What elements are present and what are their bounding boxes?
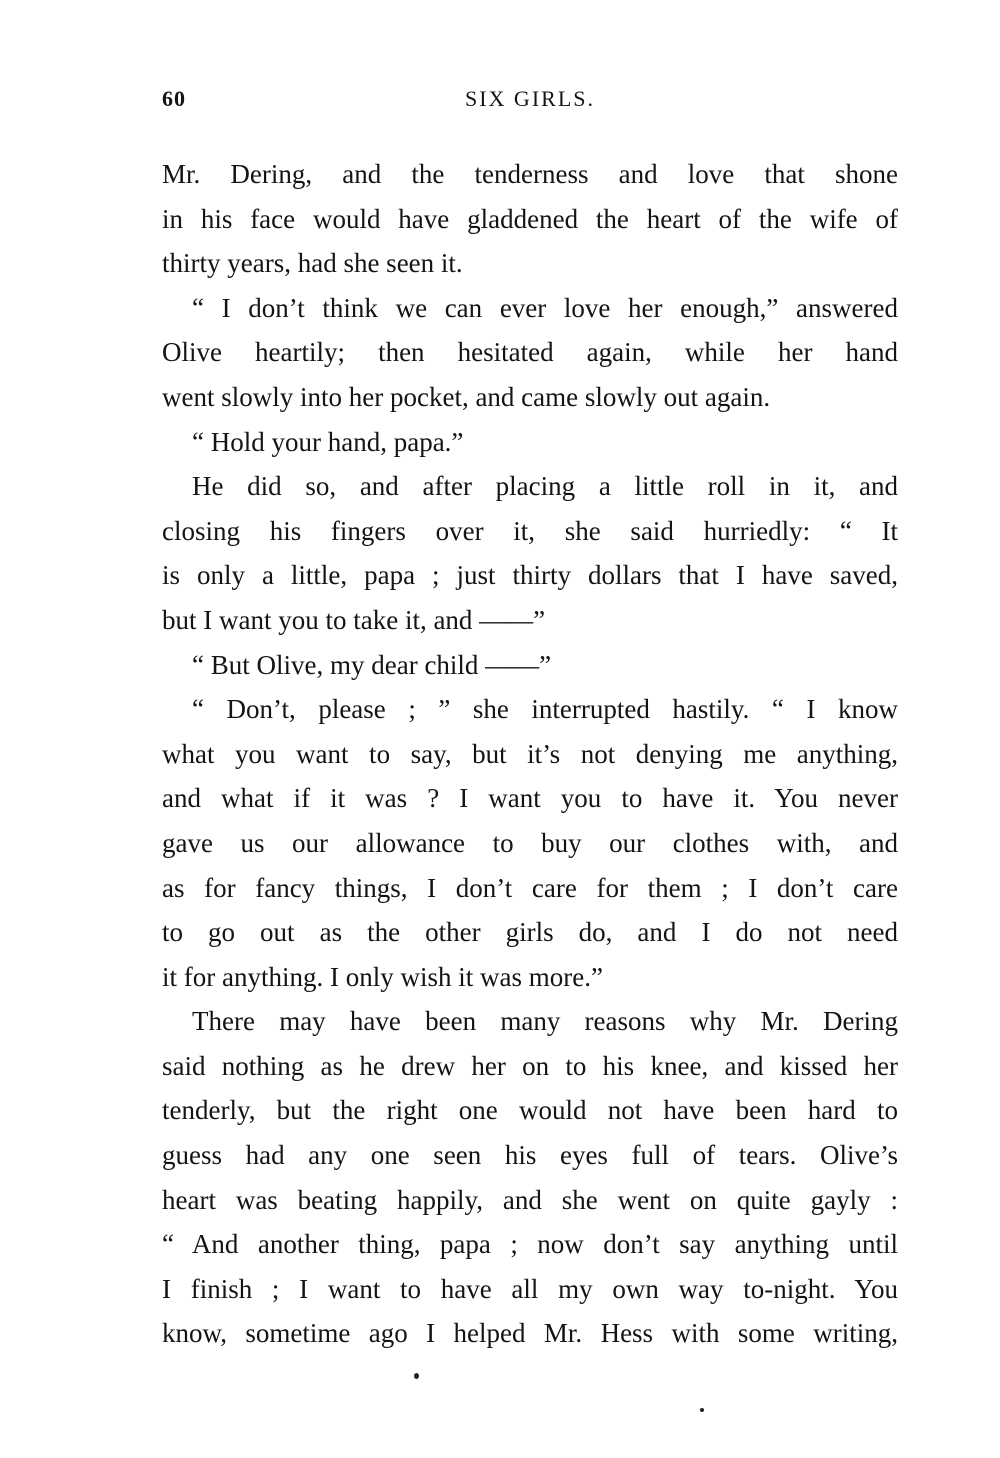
text-line: in his face would have gladdened the heart of the wife of bbox=[162, 203, 898, 234]
text-line: but I want you to take it, and ——” bbox=[162, 604, 546, 635]
running-head bbox=[162, 86, 898, 120]
text-line: He did so, and after placing a little roll in it, and bbox=[192, 471, 898, 502]
text-line: “ I don’t think we can ever love her enough,” answered bbox=[192, 292, 898, 323]
text-line: I finish ; I want to have all my own way to-night. You bbox=[162, 1273, 898, 1304]
page-number: 60 bbox=[162, 86, 186, 111]
text-line: went slowly into her pocket, and came slowly out again. bbox=[162, 381, 771, 412]
text-line: “ And another thing, papa ; now don’t say anything until bbox=[162, 1229, 898, 1260]
text-line: “ Don’t, please ; ” she interrupted hastily. “ I know bbox=[192, 694, 898, 725]
text-line: it for anything. I only wish it was more.” bbox=[162, 961, 603, 992]
text-line: closing his fingers over it, she said hurriedly: “ It bbox=[162, 515, 898, 546]
text-line: heart was beating happily, and she went on quite gayly : bbox=[162, 1184, 898, 1215]
text-line: gave us our allowance to buy our clothes with, and bbox=[162, 827, 898, 858]
text-line: is only a little, papa ; just thirty dollars that I have saved, bbox=[162, 560, 898, 591]
text-line: tenderly, but the right one would not have been hard to bbox=[162, 1095, 898, 1126]
text-line: thirty years, had she seen it. bbox=[162, 248, 463, 279]
text-line: and what if it was ? I want you to have it. You never bbox=[162, 783, 898, 814]
running-title: SIX GIRLS. bbox=[464, 86, 595, 111]
text-line: “ But Olive, my dear child ——” bbox=[192, 649, 552, 680]
scan-speck bbox=[414, 1373, 419, 1379]
body-text bbox=[162, 152, 898, 1356]
text-line: guess had any one seen his eyes full of tears. Olive’s bbox=[162, 1140, 898, 1171]
text-line: to go out as the other girls do, and I do not need bbox=[162, 917, 898, 948]
text-line: said nothing as he drew her on to his knee, and kissed her bbox=[162, 1050, 898, 1081]
text-line: Olive heartily; then hesitated again, while her hand bbox=[162, 337, 898, 368]
text-line: “ Hold your hand, papa.” bbox=[192, 426, 464, 457]
text-line: as for fancy things, I don’t care for them ; I don’t care bbox=[162, 872, 898, 903]
scan-speck bbox=[700, 1408, 704, 1412]
text-line: know, sometime ago I helped Mr. Hess with some writing, bbox=[162, 1318, 898, 1349]
text-line: what you want to say, but it’s not denying me anything, bbox=[162, 738, 898, 769]
text-line: Mr. Dering, and the tenderness and love that shone bbox=[162, 159, 898, 189]
text-line: There may have been many reasons why Mr. Dering bbox=[192, 1006, 898, 1037]
